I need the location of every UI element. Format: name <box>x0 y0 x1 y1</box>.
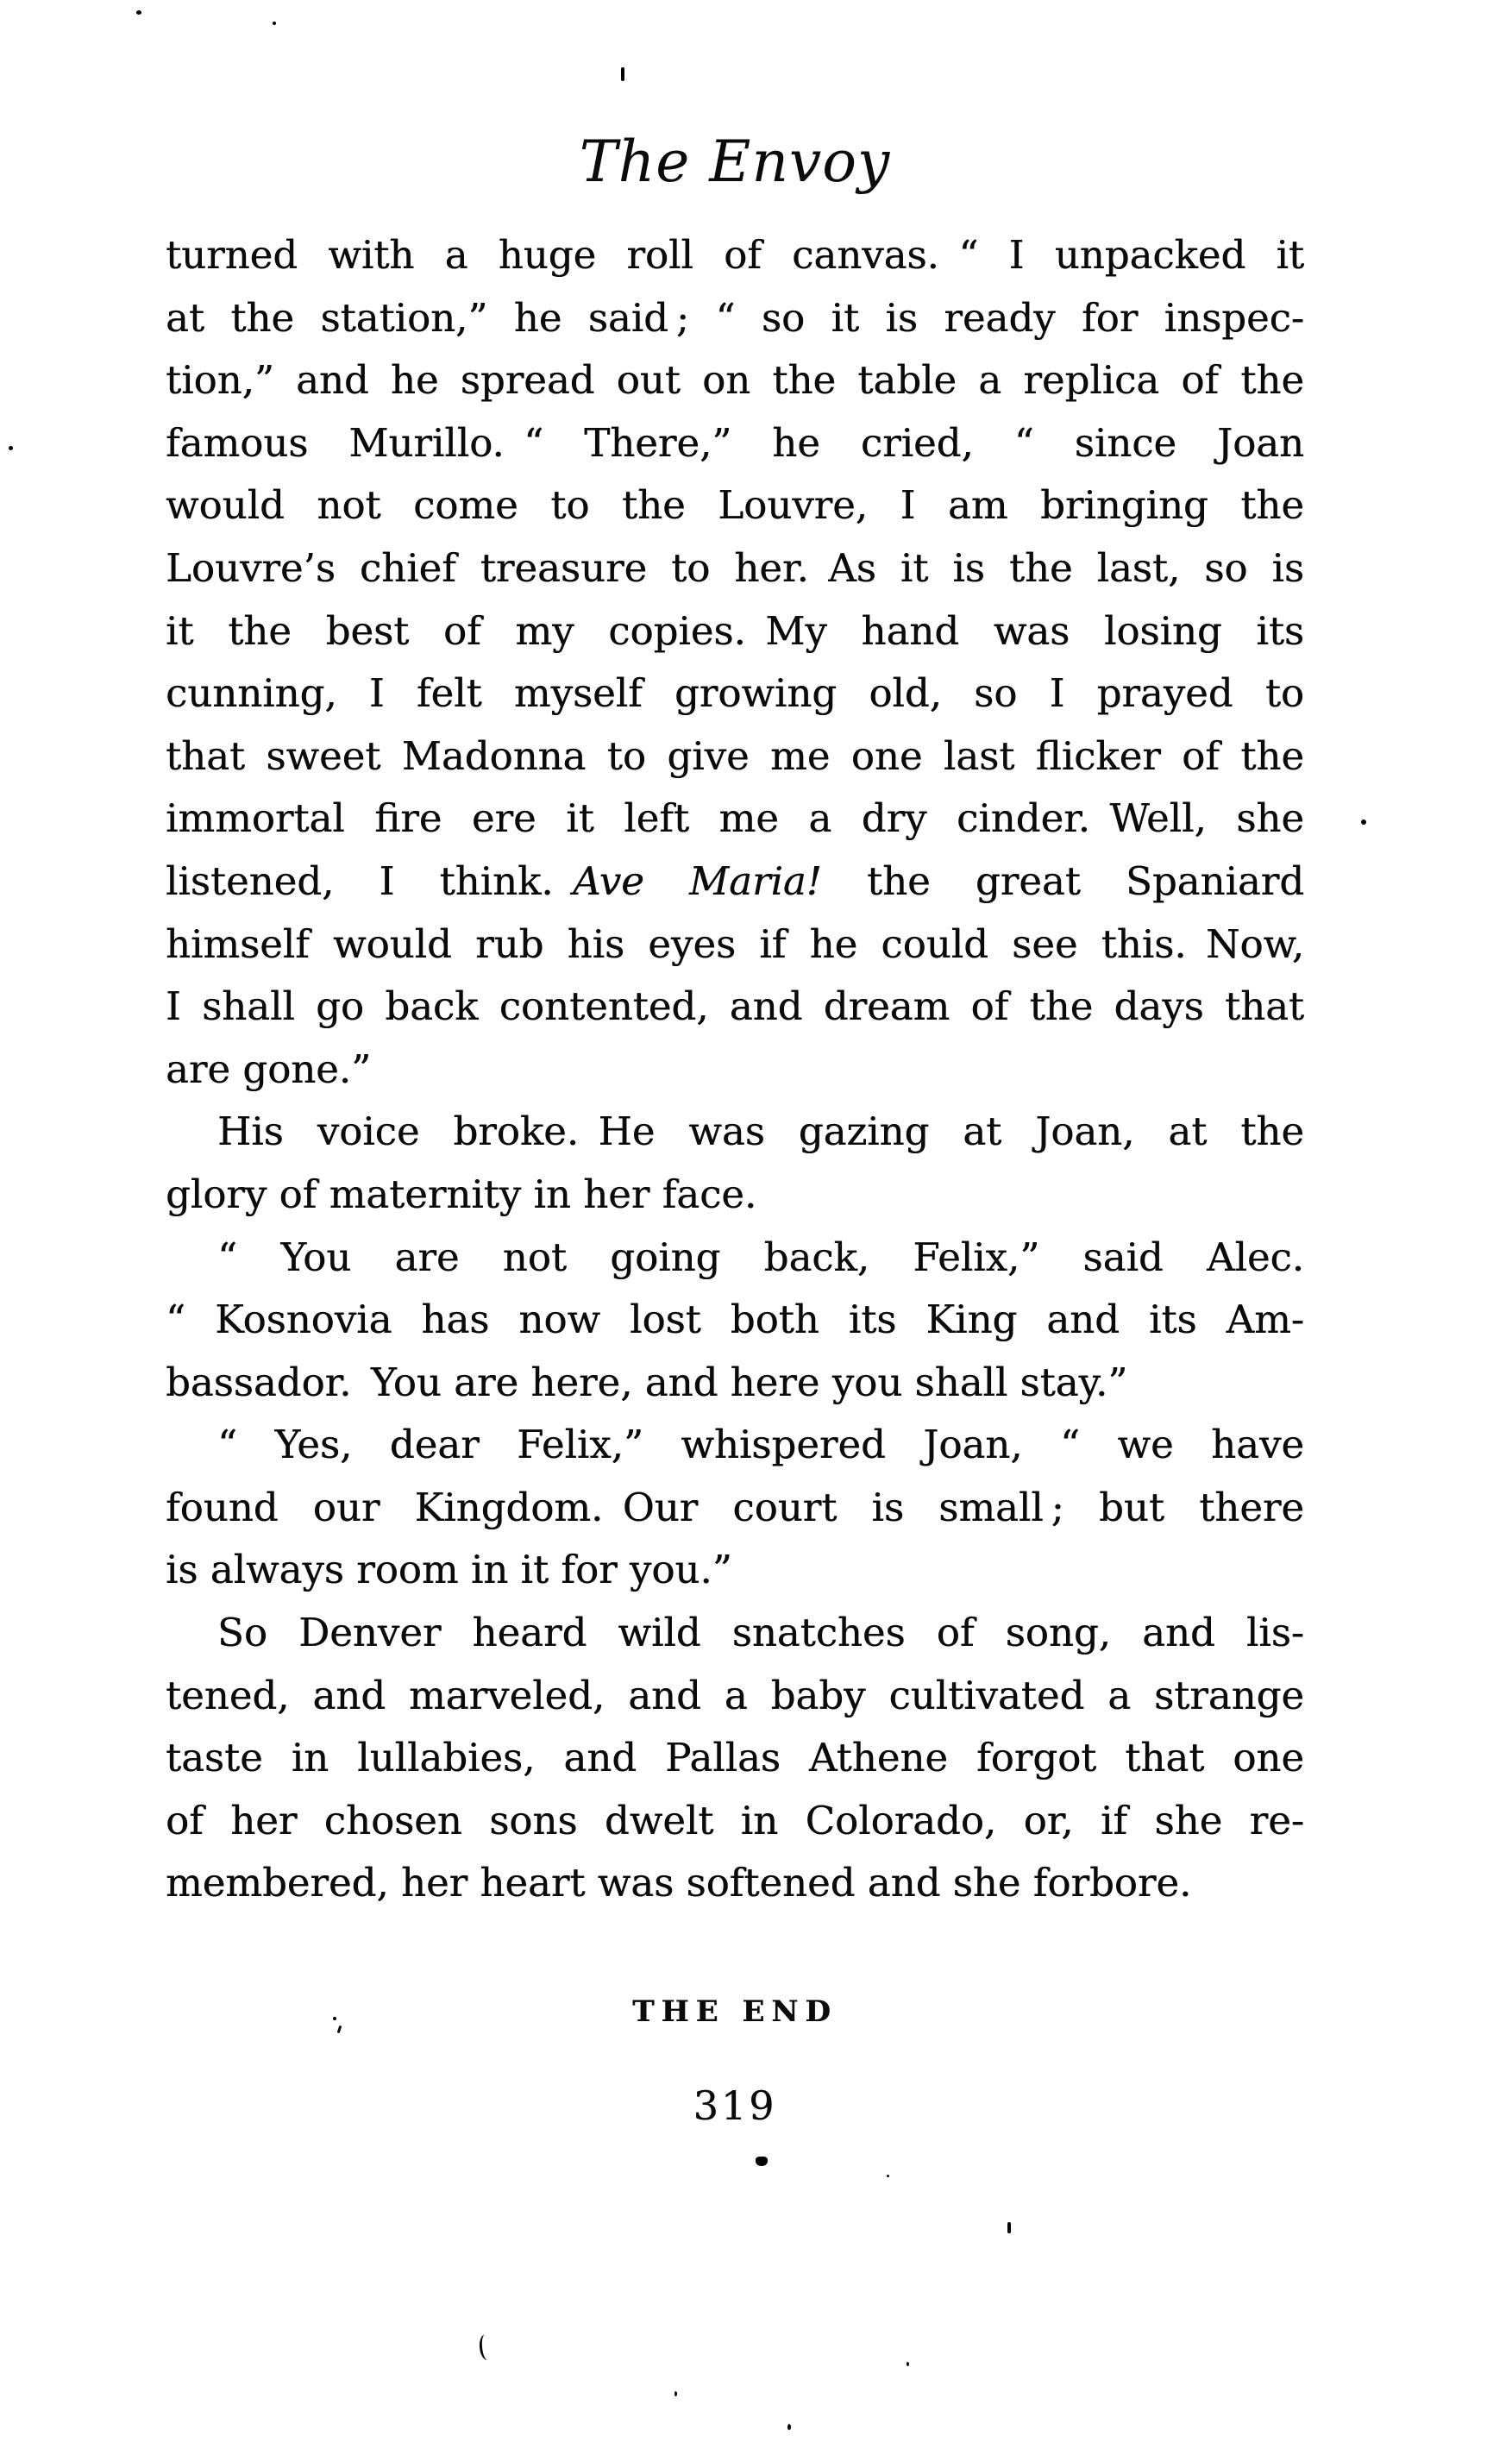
scan-speckle <box>478 2333 497 2361</box>
text-line paragraph-start: His voice broke. He was gazing at Joan, at the <box>217 1108 1304 1155</box>
text-line: it the best of my copies. My hand was losing its <box>166 607 1304 654</box>
text-line paragraph-start: “ Yes, dear Felix,” whispered Joan, “ we have <box>217 1422 1304 1468</box>
text-line: immortal fire ere it left me a dry cinder. Well, she <box>166 795 1304 842</box>
text-line: turned with a huge roll of canvas. “ I unpacked it <box>166 232 1304 278</box>
text-line: at the station,” he said ; “ so it is ready for inspec- <box>166 294 1304 341</box>
scan-speckle <box>9 446 13 450</box>
text-line paragraph-end: is always room in it for you.” <box>166 1547 732 1593</box>
scan-speckle <box>756 2157 768 2166</box>
scan-speckle <box>787 2424 791 2430</box>
text-line paragraph-start: So Denver heard wild snatches of song, and lis- <box>217 1610 1304 1656</box>
scan-speckle <box>887 2175 889 2177</box>
text-line <box>166 851 1304 914</box>
scan-speckle <box>907 2362 909 2366</box>
text-line: “ Kosnovia has now lost both its King and its Am- <box>166 1297 1304 1343</box>
scan-speckle <box>136 10 141 15</box>
text-line paragraph-end: membered, her heart was softened and she forbore. <box>166 1860 1192 1906</box>
page-number: 319 <box>693 2082 777 2129</box>
text-line: Louvre’s chief treasure to her. As it is the last, so is <box>166 544 1304 591</box>
text-line paragraph-start: “ You are not going back, Felix,” said Alec. <box>217 1234 1304 1280</box>
text-line: famous Murillo. “ There,” he cried, “ since Joan <box>166 419 1304 466</box>
text-line: himself would rub his eyes if he could see this. Now, <box>166 920 1304 967</box>
scan-speckle <box>674 2391 677 2396</box>
text-line: found our Kingdom. Our court is small ; but there <box>166 1484 1304 1530</box>
italic-phrase: Ave Maria! <box>573 857 822 904</box>
running-header-title: The Envoy <box>579 129 891 195</box>
text-line: of her chosen sons dwelt in Colorado, or, if she re- <box>166 1797 1304 1843</box>
text-line: I shall go back contented, and dream of the days that <box>166 983 1304 1030</box>
scan-speckle <box>273 22 276 25</box>
text-line: tened, and marveled, and a baby cultivated a strange <box>166 1672 1304 1718</box>
body-text <box>166 224 1304 1915</box>
scan-speckle <box>333 2017 336 2020</box>
text-line paragraph-end: bassador. You are here, and here you shall stay.” <box>166 1359 1128 1405</box>
text-line paragraph-end: glory of maternity in her face. <box>166 1171 757 1217</box>
text-segment: the great Spaniard <box>821 857 1304 904</box>
text-line: cunning, I felt myself growing old, so I prayed to <box>166 670 1304 717</box>
text-line paragraph-end: are gone.” <box>166 1046 372 1092</box>
text-line: would not come to the Louvre, I am bringing the <box>166 482 1304 529</box>
scan-speckle <box>621 67 624 81</box>
scan-speckle <box>1007 2222 1011 2233</box>
the-end-label: THE END <box>632 1994 838 2029</box>
text-segment: listened, I think. <box>166 857 574 904</box>
text-line: that sweet Madonna to give me one last flicker of the <box>166 732 1304 779</box>
text-line: taste in lullabies, and Pallas Athene forgot that one <box>166 1735 1304 1781</box>
text-line: tion,” and he spread out on the table a replica of the <box>166 357 1304 404</box>
scan-speckle <box>1361 819 1366 825</box>
